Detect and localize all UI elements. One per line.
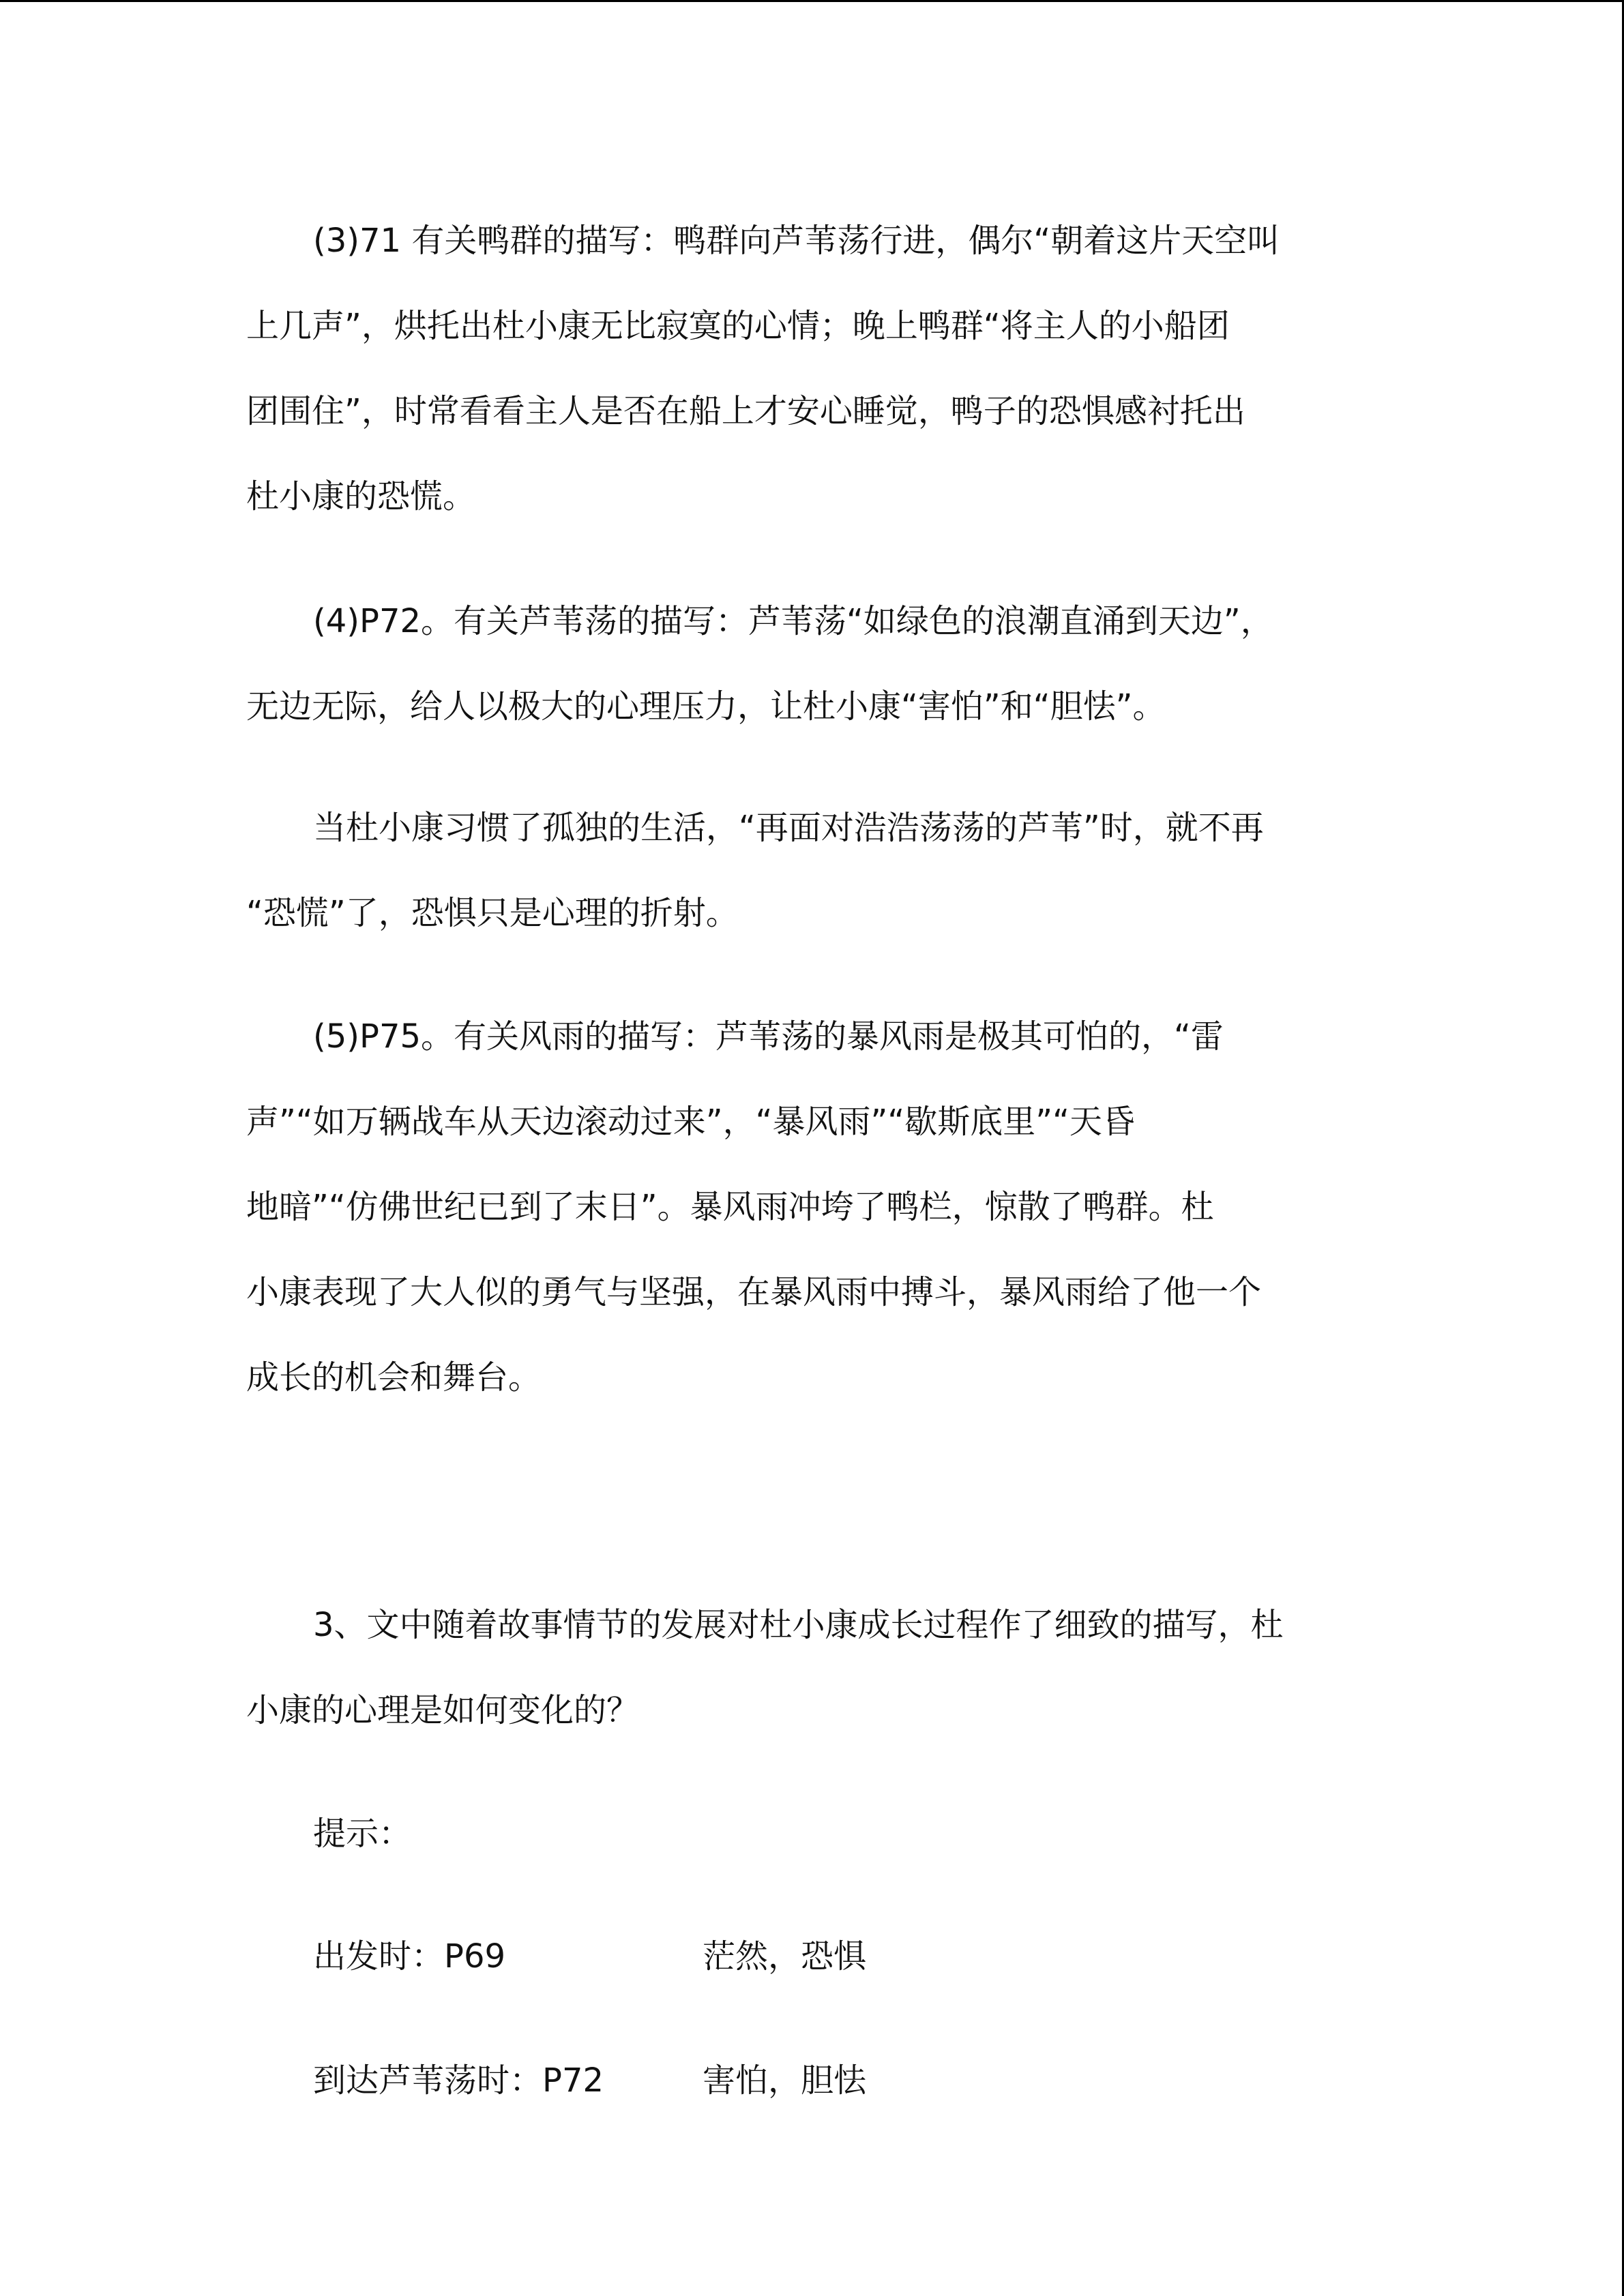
question-3-line-2: 小康的心理是如何变化的？ — [246, 1691, 640, 1729]
question-3-line-1: 3、文中随着故事情节的发展对杜小康成长过程作了细致的描写，杜 — [313, 1606, 1284, 1644]
paragraph-5-line-4: 小康表现了大人似的勇气与坚强，在暴风雨中搏斗，暴风雨给了他一个 — [246, 1273, 1262, 1311]
stage-feeling: 害怕，胆怯 — [703, 2061, 867, 2100]
paragraph-5-line-3: 地暗”“仿佛世纪已到了末日”。暴风雨冲垮了鸭栏，惊散了鸭群。杜 — [246, 1188, 1214, 1226]
stage-label: 出发时：P69 — [313, 1937, 506, 1976]
paragraph-habit-line-2: “恐慌”了，恐惧只是心理的折射。 — [246, 894, 739, 932]
paragraph-3-line-2: 上几声”，烘托出杜小康无比寂寞的心情；晚上鸭群“将主人的小船团 — [246, 307, 1230, 345]
paragraph-4-line-1: (4)P72。有关芦苇荡的描写：芦苇荡“如绿色的浪潮直涌到天边”， — [313, 602, 1273, 640]
paragraph-5-line-5: 成长的机会和舞台。 — [246, 1358, 542, 1397]
hint-label: 提示： — [313, 1815, 412, 1853]
paragraph-3-line-3: 团围住”，时常看看主人是否在船上才安心睡觉，鸭子的恐惧感衬托出 — [246, 392, 1245, 430]
paragraph-habit-line-1: 当杜小康习惯了孤独的生活，“再面对浩浩荡荡的芦苇”时，就不再 — [313, 809, 1264, 847]
paragraph-3-line-1: (3)71 有关鸭群的描写：鸭群向芦苇荡行进，偶尔“朝着这片天空叫 — [313, 222, 1280, 260]
stage-label: 到达芦苇荡时：P72 — [313, 2061, 604, 2100]
paragraph-5-line-2: 声”“如万辆战车从天边滚动过来”，“暴风雨”“歇斯底里”“天昏 — [246, 1103, 1135, 1141]
paragraph-4-line-2: 无边无际，给人以极大的心理压力，让杜小康“害怕”和“胆怯”。 — [246, 687, 1166, 726]
stage-feeling: 茫然，恐惧 — [703, 1937, 867, 1976]
paragraph-5-line-1: (5)P75。有关风雨的描写：芦苇荡的暴风雨是极其可怕的，“雷 — [313, 1017, 1224, 1056]
paragraph-3-line-4: 杜小康的恐慌。 — [246, 477, 476, 516]
